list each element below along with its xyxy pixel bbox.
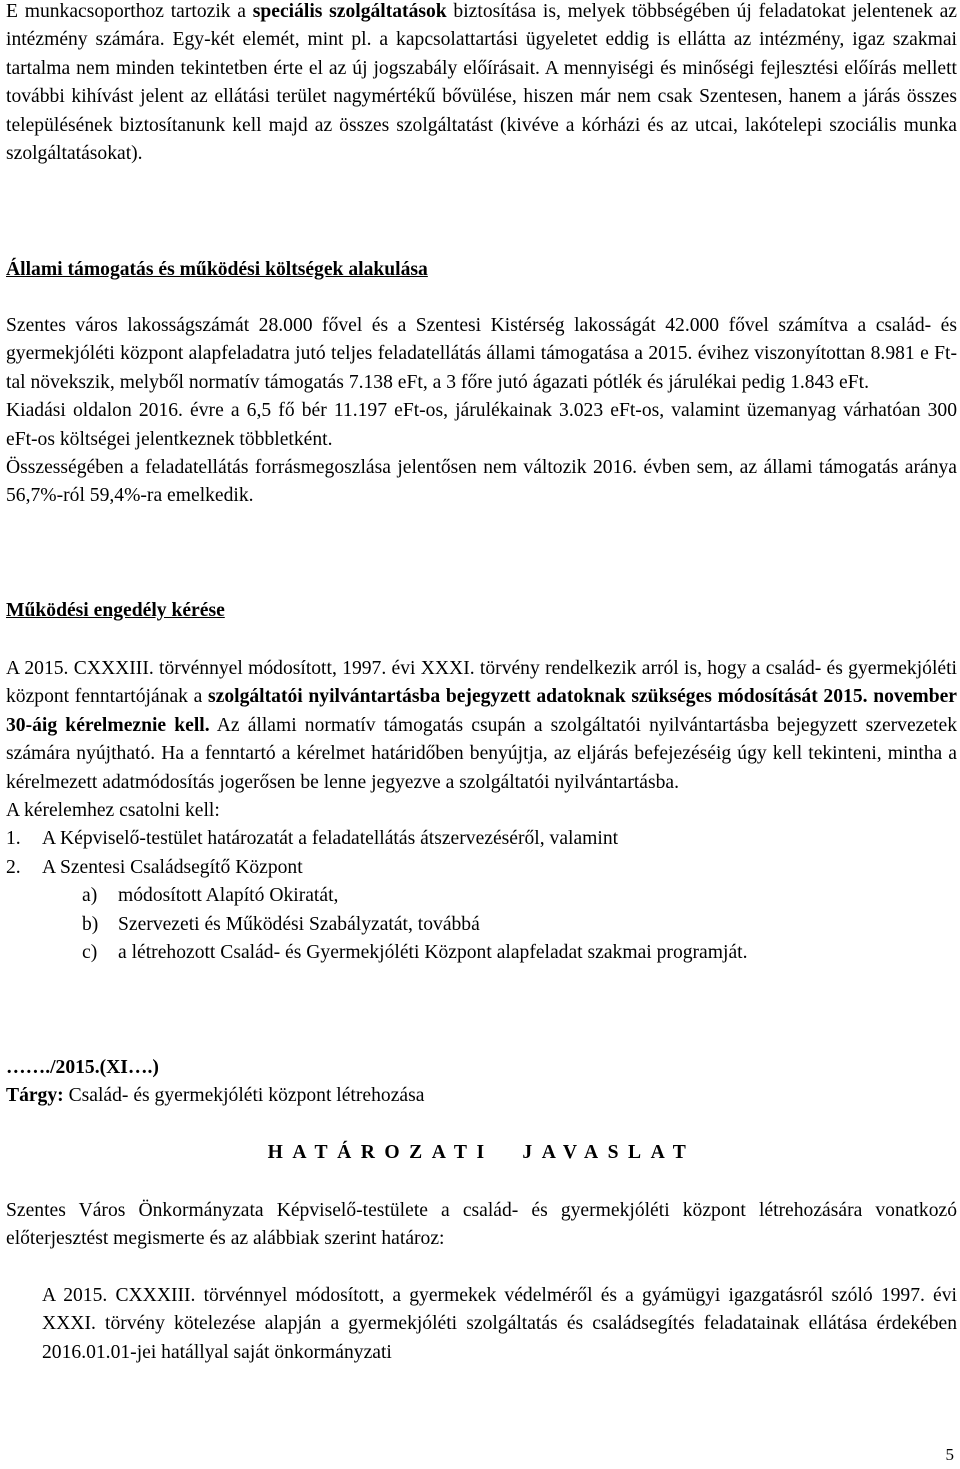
section-heading-license: Működési engedély kérése xyxy=(6,600,225,621)
text-run: A 2015. CXXXIII. törvénnyel módosított, 1997. évi XXXI. törvény rendelkezik arról is, hogy a család- és gyermekjóléti központ fenntartójának a xyxy=(6,658,957,708)
list-number: 1. xyxy=(6,828,21,850)
sublist-item xyxy=(6,939,957,967)
list-item xyxy=(6,825,957,853)
paragraph-attachments-intro: A kérelemhez csatolni kell: xyxy=(6,800,220,822)
list-text: A Szentesi Családsegítő Központ xyxy=(42,856,303,878)
section-heading-funding: Állami támogatás és működési költségek alakulása xyxy=(6,259,428,280)
page-number: 5 xyxy=(945,1445,954,1464)
list-item xyxy=(6,854,957,882)
text-run: E munkacsoporthoz tartozik a xyxy=(6,1,253,22)
subject-text: Család- és gyermekjóléti központ létrehozása xyxy=(63,1085,425,1106)
resolution-reference: ……./2015.(XI….) xyxy=(6,1057,159,1078)
sublist-item xyxy=(6,882,957,910)
bold-run: speciális szolgáltatások xyxy=(252,1,447,22)
sublist-text: módosított Alapító Okiratát, xyxy=(118,885,339,907)
paragraph-expenses: Kiadási oldalon 2016. évre a 6,5 fő bér 11.197 eFt-os, járulékainak 3.023 eFt-os, valamint üzemanyag várhatóan 300 eFt-os költségei jelentkeznek többletként. xyxy=(6,400,957,450)
text-run: Az állami normatív támogatás csupán a szolgáltatói nyilvántartásba bejegyzett szervezetek számára nyújtható. Ha a fenntartó a kérelmet határidőben benyújtja, az eljárás befejezéséig úgy kell tekinteni, mintha a kérelmezett adatmódosítás jogerősen be lenne jegyezve a szolgáltatói nyilvántartásba. xyxy=(6,714,957,793)
paragraph-intro xyxy=(6,0,957,168)
sublist-text: Szervezeti és Működési Szabályzatát, továbbá xyxy=(118,913,480,935)
sublist-label: a) xyxy=(82,885,98,907)
resolution-title: HATÁROZATI JAVASLAT xyxy=(267,1142,696,1163)
text-run: biztosítása is, melyek többségében új feladatokat jelentenek az intézmény számára. Egy-két elemét, mint pl. a kapcsolattartási ügyeletet eddig is ellátta az intézmény, igaz szakmai tartalma nem minden tekintetben érte el az új jogszabály előírásait. A mennyiségi és minőségi fejlesztési előírás mellett további kihívást jelent az ellátási terület nagymértékű bővülése, hiszen már nem csak Szentesen, hanem a járás összes településének biztosítanunk kell majd az összes szolgáltatást (kivéve a kórházi és az utcai, lakótelepi szociális munka szolgáltatásokat). xyxy=(6,1,957,165)
list-text: A Képviselő-testület határozatát a feladatellátás átszervezéséről, valamint xyxy=(42,828,619,850)
resolution-subject xyxy=(6,1082,424,1110)
resolution-item-number xyxy=(6,1282,42,1310)
paragraph-resolution-intro: Szentes Város Önkormányzata Képviselő-testülete a család- és gyermekjóléti központ létrehozására vonatkozó előterjesztést megismerte és az alábbiak szerint határoz: xyxy=(6,1200,957,1250)
subject-label: Tárgy: xyxy=(6,1085,64,1106)
list-number: 2. xyxy=(6,856,21,878)
sublist-label: c) xyxy=(82,942,98,964)
resolution-item xyxy=(6,1282,957,1367)
resolution-item-text: A 2015. CXXXIII. törvénnyel módosított, a gyermekek védelméről és a gyámügyi igazgatásról szóló 1997. évi XXXI. törvény kötelezése alapján a gyermekjóléti szolgáltatás és családsegítés feladatainak ellátása érdekében 2016.01.01-jei hatállyal saját önkormányzati xyxy=(42,1285,957,1363)
paragraph-summary: Összességében a feladatellátás forrásmegoszlása jelentősen nem változik 2016. évben sem, az állami támogatás aránya 56,7%-ról 59,4%-ra emelkedik. xyxy=(6,457,957,507)
paragraph-population: Szentes város lakosságszámát 28.000 fővel és a Szentesi Kistérség lakosságát 42.000 fővel számítva a család- és gyermekjóléti központ alapfeladatra jutó teljes feladatellátás állami támogatása a 2015. évihez viszonyítottan 8.981 e Ft-tal növekszik, melyből normatív támogatás 7.138 eFt, a 3 főre jutó ágazati pótlék és járulékai pedig 1.843 eFt. xyxy=(6,315,957,393)
sublist-label: b) xyxy=(82,913,99,935)
sublist-item xyxy=(6,911,957,939)
section-funding-body xyxy=(6,312,957,511)
paragraph-license xyxy=(6,655,957,797)
section-license-body xyxy=(6,655,957,967)
sublist-text: a létrehozott Család- és Gyermekjóléti Központ alapfeladat szakmai programját. xyxy=(118,942,748,964)
bold-run: szolgáltatói nyilvántartásba bejegyzett adatoknak szükséges módosítását 2015. november 30-áig kérelmeznie kell. xyxy=(6,686,957,736)
